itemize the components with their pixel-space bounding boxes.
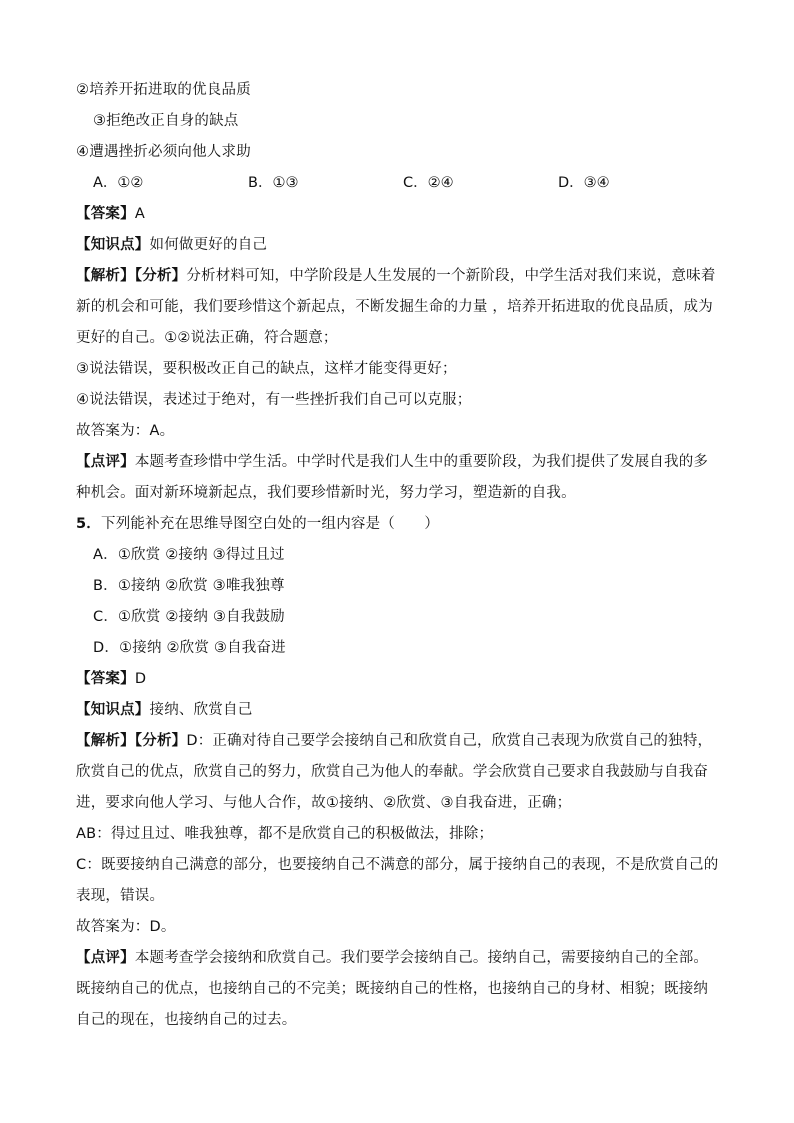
q4-choice-c: C．②④: [403, 175, 454, 191]
q4-statement-2: ②培养开拓进取的优良品质: [76, 82, 251, 98]
knowledge-tag: 【知识点】: [76, 702, 150, 718]
q5-analysis-line-6: 表现，错误。: [76, 888, 165, 904]
q5-comment-line-3: 自己的现在，也接纳自己的过去。: [76, 1012, 297, 1028]
q5-analysis-line-4: AB：得过且过、唯我独尊，都不是欣赏自己的积极做法，排除；: [76, 826, 494, 842]
q4-analysis-line-3: 更好的自己。①②说法正确，符合题意；: [76, 330, 338, 346]
analysis-text: D：正确对待自己要学会接纳自己和欣赏自己，欣赏自己表现为欣赏自己的独特，: [186, 733, 713, 749]
q4-comment-line-2: 种机会。面对新环境新起点，我们要珍惜新时光，努力学习，塑造新的自我。: [76, 485, 576, 501]
answer-tag: 【答案】: [76, 671, 135, 687]
comment-tag: 【点评】: [76, 950, 135, 966]
q5-answer: [76, 669, 146, 689]
q4-analysis-line-2: 新的机会和可能，我们要珍惜这个新起点，不断发掘生命的力量 ，培养开拓进取的优良品质，成为: [76, 299, 713, 315]
comment-tag: 【点评】: [76, 454, 135, 470]
q4-analysis-line-4: ③说法错误，要积极改正自己的缺点，这样才能变得更好；: [76, 361, 457, 377]
analysis-text: 分析材料可知，中学阶段是人生发展的一个新阶段，中学生活对我们来说，意味着: [186, 268, 716, 284]
q5-analysis-line-3: 进，要求向他人学习、与他人合作，故①接纳、②欣赏、③自我奋进，正确；: [76, 795, 572, 811]
q5-option-a: A．①欣赏 ②接纳 ③得过且过: [93, 547, 285, 563]
answer-value: D: [134, 671, 147, 687]
q4-choice-d: D．③④: [558, 175, 610, 191]
q4-knowledge: [76, 235, 267, 255]
analysis-tag: 【解析】【分析】: [76, 268, 187, 284]
q4-statement-3: ③拒绝改正自身的缺点: [93, 113, 239, 129]
q5-stem: [76, 514, 439, 534]
q5-option-c: C．①欣赏 ②接纳 ③自我鼓励: [93, 609, 285, 625]
analysis-tag: 【解析】【分析】: [76, 733, 187, 749]
q5-comment-line-1: [76, 948, 708, 968]
q4-comment-line-1: [76, 452, 708, 472]
answer-tag: 【答案】: [76, 206, 135, 222]
q4-analysis-line-1: [76, 266, 716, 286]
q5-analysis-line-5: C：既要接纳自己满意的部分，也要接纳自己不满意的部分，属于接纳自己的表现，不是欣赏自己的: [76, 857, 719, 873]
q5-option-b: B．①接纳 ②欣赏 ③唯我独尊: [93, 578, 285, 594]
q4-choice-b: B．①③: [248, 175, 299, 191]
q5-knowledge: [76, 700, 252, 720]
q5-analysis-line-1: [76, 731, 712, 751]
comment-text: 本题考查珍惜中学生活。中学时代是我们人生中的重要阶段，为我们提供了发展自我的多: [134, 454, 709, 470]
comment-text: 本题考查学会接纳和欣赏自己。我们要学会接纳自己。接纳自己，需要接纳自己的全部。: [134, 950, 709, 966]
answer-value: A: [134, 206, 145, 222]
question-text: 下列能补充在思维导图空白处的一组内容是（ ）: [101, 516, 440, 532]
q4-answer: [76, 204, 145, 224]
q5-option-d: D．①接纳 ②欣赏 ③自我奋进: [93, 640, 286, 656]
q5-conclusion: 故答案为：D。: [76, 919, 176, 935]
question-number: 5．: [76, 516, 101, 532]
knowledge-value: 如何做更好的自己: [149, 237, 268, 253]
q5-comment-line-2: 既接纳自己的优点，也接纳自己的不完美；既接纳自己的性格，也接纳自己的身材、相貌；既接纳: [76, 981, 709, 997]
q4-conclusion: 故答案为：A。: [76, 423, 175, 439]
q4-statement-4: ④遭遇挫折必须向他人求助: [76, 144, 251, 160]
q5-analysis-line-2: 欣赏自己的优点，欣赏自己的努力，欣赏自己为他人的奉献。学会欣赏自己要求自我鼓励与自我奋: [76, 764, 709, 780]
q4-analysis-line-5: ④说法错误，表述过于绝对，有一些挫折我们自己可以克服；: [76, 392, 472, 408]
knowledge-tag: 【知识点】: [76, 237, 150, 253]
knowledge-value: 接纳、欣赏自己: [149, 702, 253, 718]
q4-choice-a: A．①②: [93, 175, 144, 191]
